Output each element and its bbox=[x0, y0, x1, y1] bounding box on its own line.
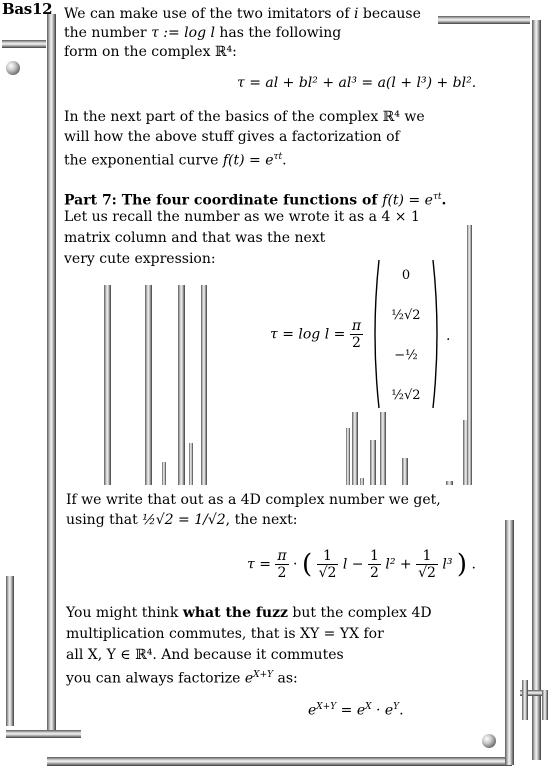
decor-bar-9 bbox=[360, 478, 364, 485]
para1-line3: form on the complex ℝ⁴: bbox=[64, 44, 237, 60]
equation-tau-matrix-end: . bbox=[446, 328, 451, 344]
frame-bottom-left-bar bbox=[6, 730, 81, 738]
frame-right-bar bbox=[532, 20, 541, 760]
para1-line2: the number τ := log l has the following bbox=[64, 25, 342, 41]
part7-line1: Let us recall the number as we wrote it as a 4 × 1 bbox=[64, 209, 420, 225]
decor-bar-6 bbox=[201, 285, 207, 485]
equation-exp-factorization: $e^{X+Y} = e^X \cdot e^Y$. bbox=[308, 702, 404, 719]
equation-tau-expansion: τ = al + bl² + al³ = a(l + l³) + bl². bbox=[237, 75, 477, 91]
frame-top-left-bar bbox=[2, 40, 46, 48]
ball-ornament-top-left bbox=[6, 61, 20, 75]
part7-heading: Part 7: The four coordinate functions of $f(t) = e^{\tau t}$. bbox=[64, 192, 447, 209]
frame-right-inner-bar bbox=[505, 520, 514, 765]
decor-bar-11 bbox=[380, 412, 386, 485]
ball-ornament-bottom-right bbox=[482, 734, 496, 748]
decor-bar-2 bbox=[145, 285, 152, 485]
frame-left-short-bar bbox=[6, 576, 14, 726]
para2-line1: In the next part of the basics of the complex ℝ⁴ we bbox=[64, 109, 425, 125]
decor-bar-8 bbox=[352, 412, 358, 485]
equation-tau-expanded: τ = $\frac{\pi}{2}$ · ( $\frac{1}{√2}$ l − $\frac{1}{2}$ l² + $\frac{1}{√2}$ l³ ) . bbox=[247, 548, 476, 581]
decor-bar-1 bbox=[104, 285, 111, 485]
para4-line1: You might think what the fuzz but the complex 4D bbox=[66, 605, 432, 621]
para1-line1: We can make use of the two imitators of i because bbox=[64, 6, 421, 22]
decor-bar-7 bbox=[346, 428, 350, 485]
part7-line3: very cute expression: bbox=[64, 251, 216, 267]
vector-entry-2: ½√2 bbox=[391, 308, 421, 323]
decor-bar-13 bbox=[446, 481, 453, 485]
para2-line3: the exponential curve $f(t) = e^{\tau t}$. bbox=[64, 152, 287, 169]
decor-bar-3 bbox=[162, 462, 166, 485]
para4-line2: multiplication commutes, that is XY = YX for bbox=[66, 626, 384, 642]
matrix-column-vector bbox=[375, 258, 437, 410]
decor-bar-15 bbox=[467, 225, 472, 485]
decor-bar-5 bbox=[189, 443, 193, 485]
para3-line2: using that ½√2 = 1/√2, the next: bbox=[66, 512, 298, 528]
part7-line2: matrix column and that was the next bbox=[64, 230, 326, 246]
vector-entry-3: −½ bbox=[394, 348, 418, 363]
decor-bar-10 bbox=[370, 440, 376, 485]
para4-line4: you can always factorize $e^{X+Y}$ as: bbox=[66, 670, 298, 687]
frame-left-bar bbox=[47, 14, 56, 730]
frame-right-small-vbar-2 bbox=[542, 690, 548, 720]
para2-line2: will how the above stuff gives a factorization of bbox=[64, 129, 400, 145]
vector-entry-4: ½√2 bbox=[391, 388, 421, 403]
para4-line3: all X, Y ∈ ℝ⁴. And because it commutes bbox=[66, 647, 344, 663]
equation-tau-matrix: τ = log l = $\frac{\pi}{2}$ bbox=[270, 318, 362, 351]
frame-top-right-bar bbox=[438, 16, 530, 24]
decor-bar-4 bbox=[178, 285, 185, 485]
para3-line1: If we write that out as a 4D complex number we get, bbox=[66, 492, 441, 508]
decor-bar-12 bbox=[402, 458, 408, 485]
page-title: Bas12 bbox=[2, 0, 53, 18]
vector-entry-1: 0 bbox=[401, 268, 411, 283]
frame-bottom-bar bbox=[47, 757, 512, 766]
frame-right-small-vbar bbox=[522, 680, 528, 720]
